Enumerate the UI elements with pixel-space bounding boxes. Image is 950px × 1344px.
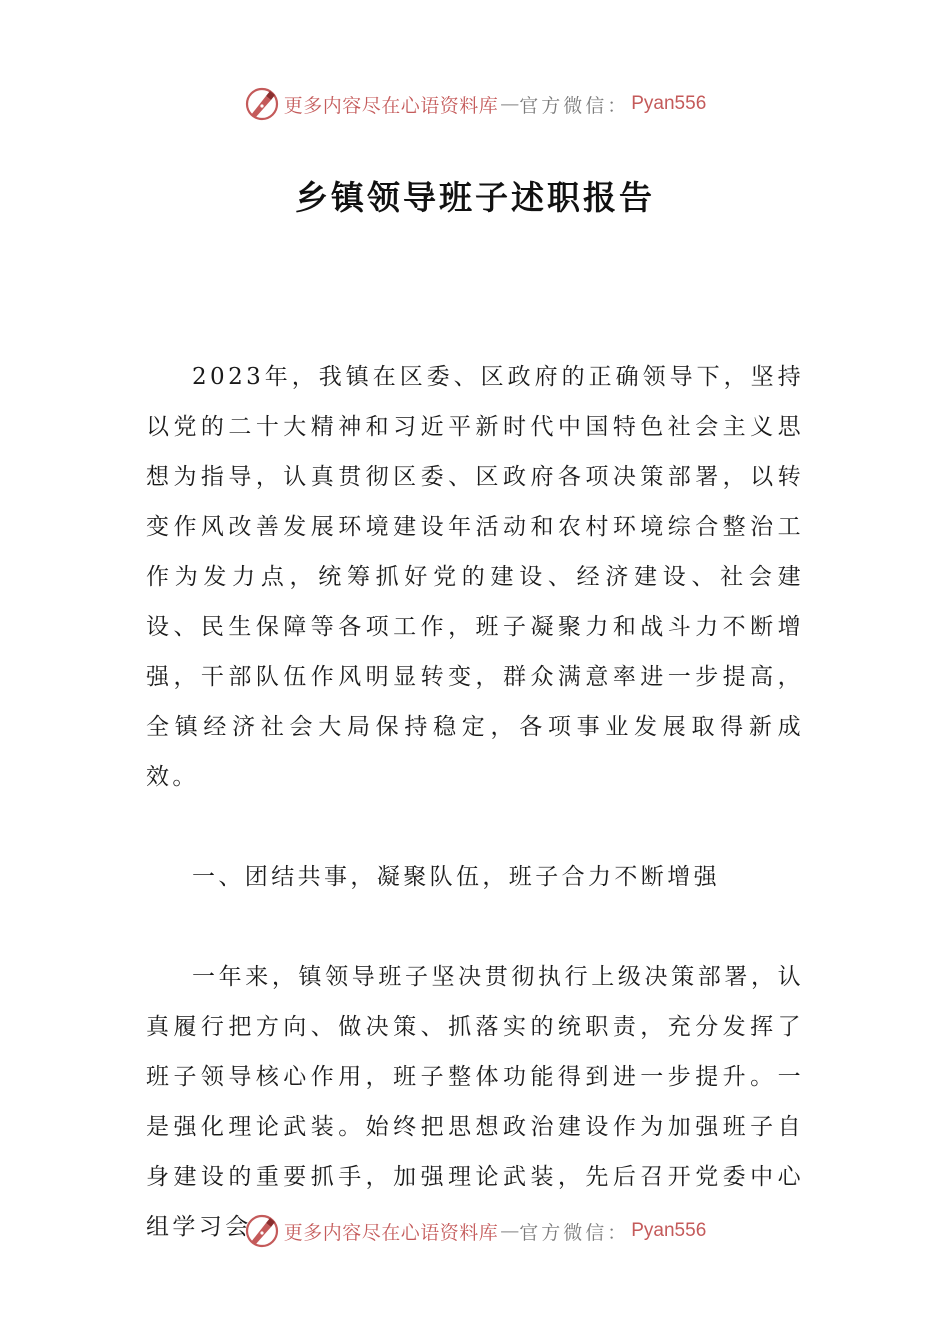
pen-nib-logo-icon	[244, 1213, 280, 1249]
paragraph-intro: 2023年，我镇在区委、区政府的正确领导下，坚持以党的二十大精神和习近平新时代中国特色社会主义思想为指导，认真贯彻区委、区政府各项决策部署，以转变作风改善发展环境建设年活动和农村环境综合整治工作为发力点，统筹抓好党的建设、经济建设、社会建设、民生保障等各项工作，班子凝聚力和战斗力不断增强，干部队伍作风明显转变，群众满意率进一步提高，全镇经济社会大局保持稳定，各项事业发展取得新成效。	[146, 364, 804, 790]
header-watermark	[0, 84, 950, 124]
watermark-dash: —	[500, 93, 518, 115]
document-body	[146, 352, 804, 1252]
watermark-wechat-label: 官方微信：	[519, 1221, 630, 1244]
section-heading: 一、团结共事，凝聚队伍，班子合力不断增强	[192, 864, 720, 890]
watermark-text: 更多内容尽在心语资料库	[283, 94, 499, 117]
paragraph-body: 一年来，镇领导班子坚决贯彻执行上级决策部署，认真履行把方向、做决策、抓落实的统职责，充分发挥了班子领导核心作用，班子整体功能得到进一步提升。一是强化理论武装。始终把思想政治建设作为加强班子自身建设的重要抓手，加强理论武装，先后召开党委中心组学习会	[146, 964, 804, 1240]
watermark-wechat-id: Pyan556	[631, 1220, 707, 1241]
watermark-dash: —	[500, 1220, 518, 1242]
watermark-wechat-id: Pyan556	[631, 93, 707, 114]
watermark-text: 更多内容尽在心语资料库	[283, 1221, 499, 1244]
document-title: 乡镇领导班子述职报告	[295, 178, 655, 217]
pen-nib-logo-icon	[244, 86, 280, 122]
watermark-wechat-label: 官方微信：	[519, 94, 630, 117]
footer-watermark	[0, 1211, 950, 1251]
